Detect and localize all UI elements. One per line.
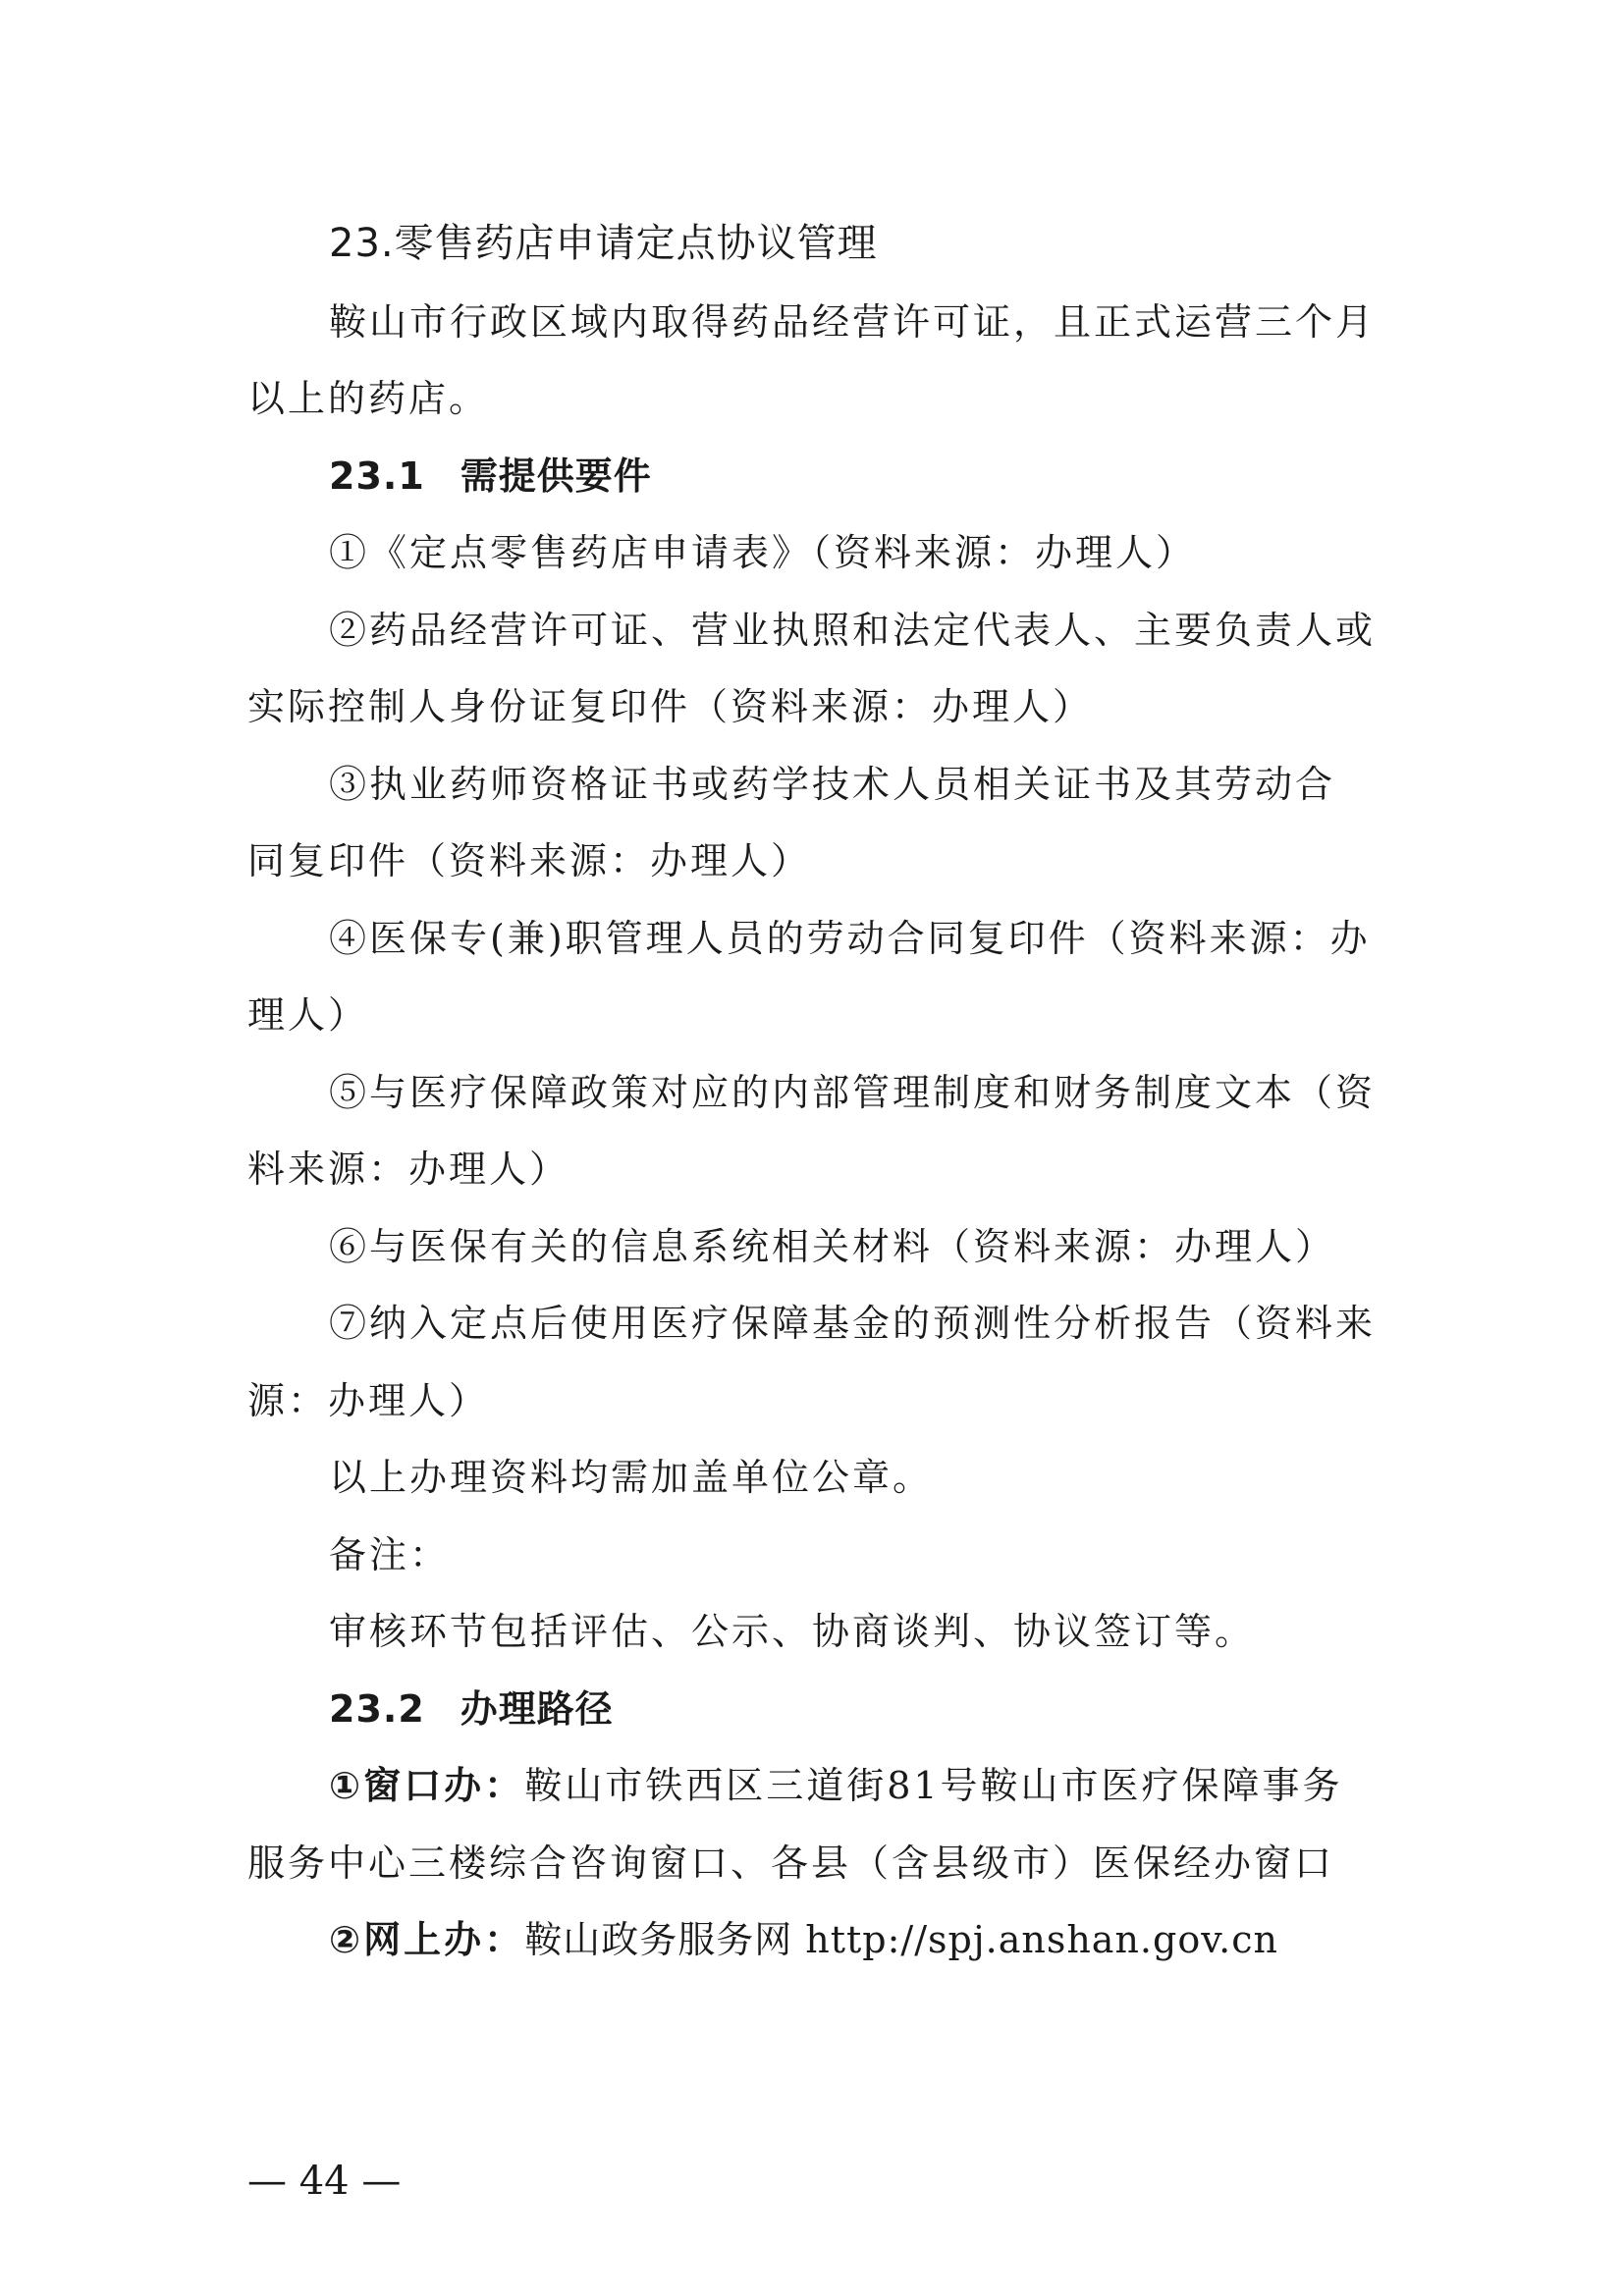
requirement-item-2-line-1: ②药品经营许可证、营业执照和法定代表人、主要负责人或 xyxy=(329,609,1377,652)
intro-line-1: 鞍山市行政区域内取得药品经营许可证，且正式运营三个月 xyxy=(329,300,1377,344)
online-path-label: ②网上办： xyxy=(329,1918,525,1961)
remark-label: 备注： xyxy=(329,1533,451,1576)
requirement-item-6: ⑥与医保有关的信息系统相关材料（资料来源：办理人） xyxy=(329,1225,1336,1268)
page-number: — 44 — xyxy=(247,2159,402,2204)
section-heading-paths xyxy=(329,1683,1386,1735)
remark-text: 审核环节包括评估、公示、协商谈判、协议签订等。 xyxy=(329,1610,1256,1653)
window-path-line-1 xyxy=(329,1760,1386,1811)
requirement-item-1: ①《定点零售药店申请表》（资料来源：办理人） xyxy=(329,531,1197,574)
requirement-item-4-line-2: 理人） xyxy=(247,993,369,1037)
section-heading-text: 办理路径 xyxy=(460,1687,614,1731)
section-heading-text: 需提供要件 xyxy=(460,454,652,498)
window-path-address: 鞍山市铁西区三道街81号鞍山市医疗保障事务 xyxy=(524,1764,1343,1807)
online-path-link[interactable]: 鞍山政务服务网 http://spj.anshan.gov.cn xyxy=(524,1918,1279,1961)
section-title: 23.零售药店申请定点协议管理 xyxy=(329,221,878,266)
requirement-item-7-line-2: 源：办理人） xyxy=(247,1379,490,1422)
requirement-item-7-line-1: ⑦纳入定点后使用医疗保障基金的预测性分析报告（资料来 xyxy=(329,1302,1377,1345)
requirement-item-5-line-1: ⑤与医疗保障政策对应的内部管理制度和财务制度文本（资 xyxy=(329,1071,1377,1114)
requirement-item-5-line-2: 料来源：办理人） xyxy=(247,1148,570,1191)
requirement-item-4-line-1: ④医保专(兼)职管理人员的劳动合同复印件（资料来源：办 xyxy=(329,917,1371,960)
section-heading-requirements xyxy=(329,451,1386,502)
section-number: 23.2 xyxy=(329,1687,425,1731)
seal-note: 以上办理资料均需加盖单位公章。 xyxy=(329,1456,934,1499)
section-number: 23.1 xyxy=(329,454,425,498)
intro-line-2: 以上的药店。 xyxy=(247,377,490,420)
requirement-item-3-line-2: 同复印件（资料来源：办理人） xyxy=(247,839,812,882)
online-path-line xyxy=(329,1914,1386,1965)
window-path-label: ①窗口办： xyxy=(329,1764,525,1807)
requirement-item-2-line-2: 实际控制人身份证复印件（资料来源：办理人） xyxy=(247,685,1094,728)
requirement-item-3-line-1: ③执业药师资格证书或药学技术人员相关证书及其劳动合 xyxy=(329,763,1336,806)
window-path-line-2: 服务中心三楼综合咨询窗口、各县（含县级市）医保经办窗口 xyxy=(247,1842,1335,1885)
